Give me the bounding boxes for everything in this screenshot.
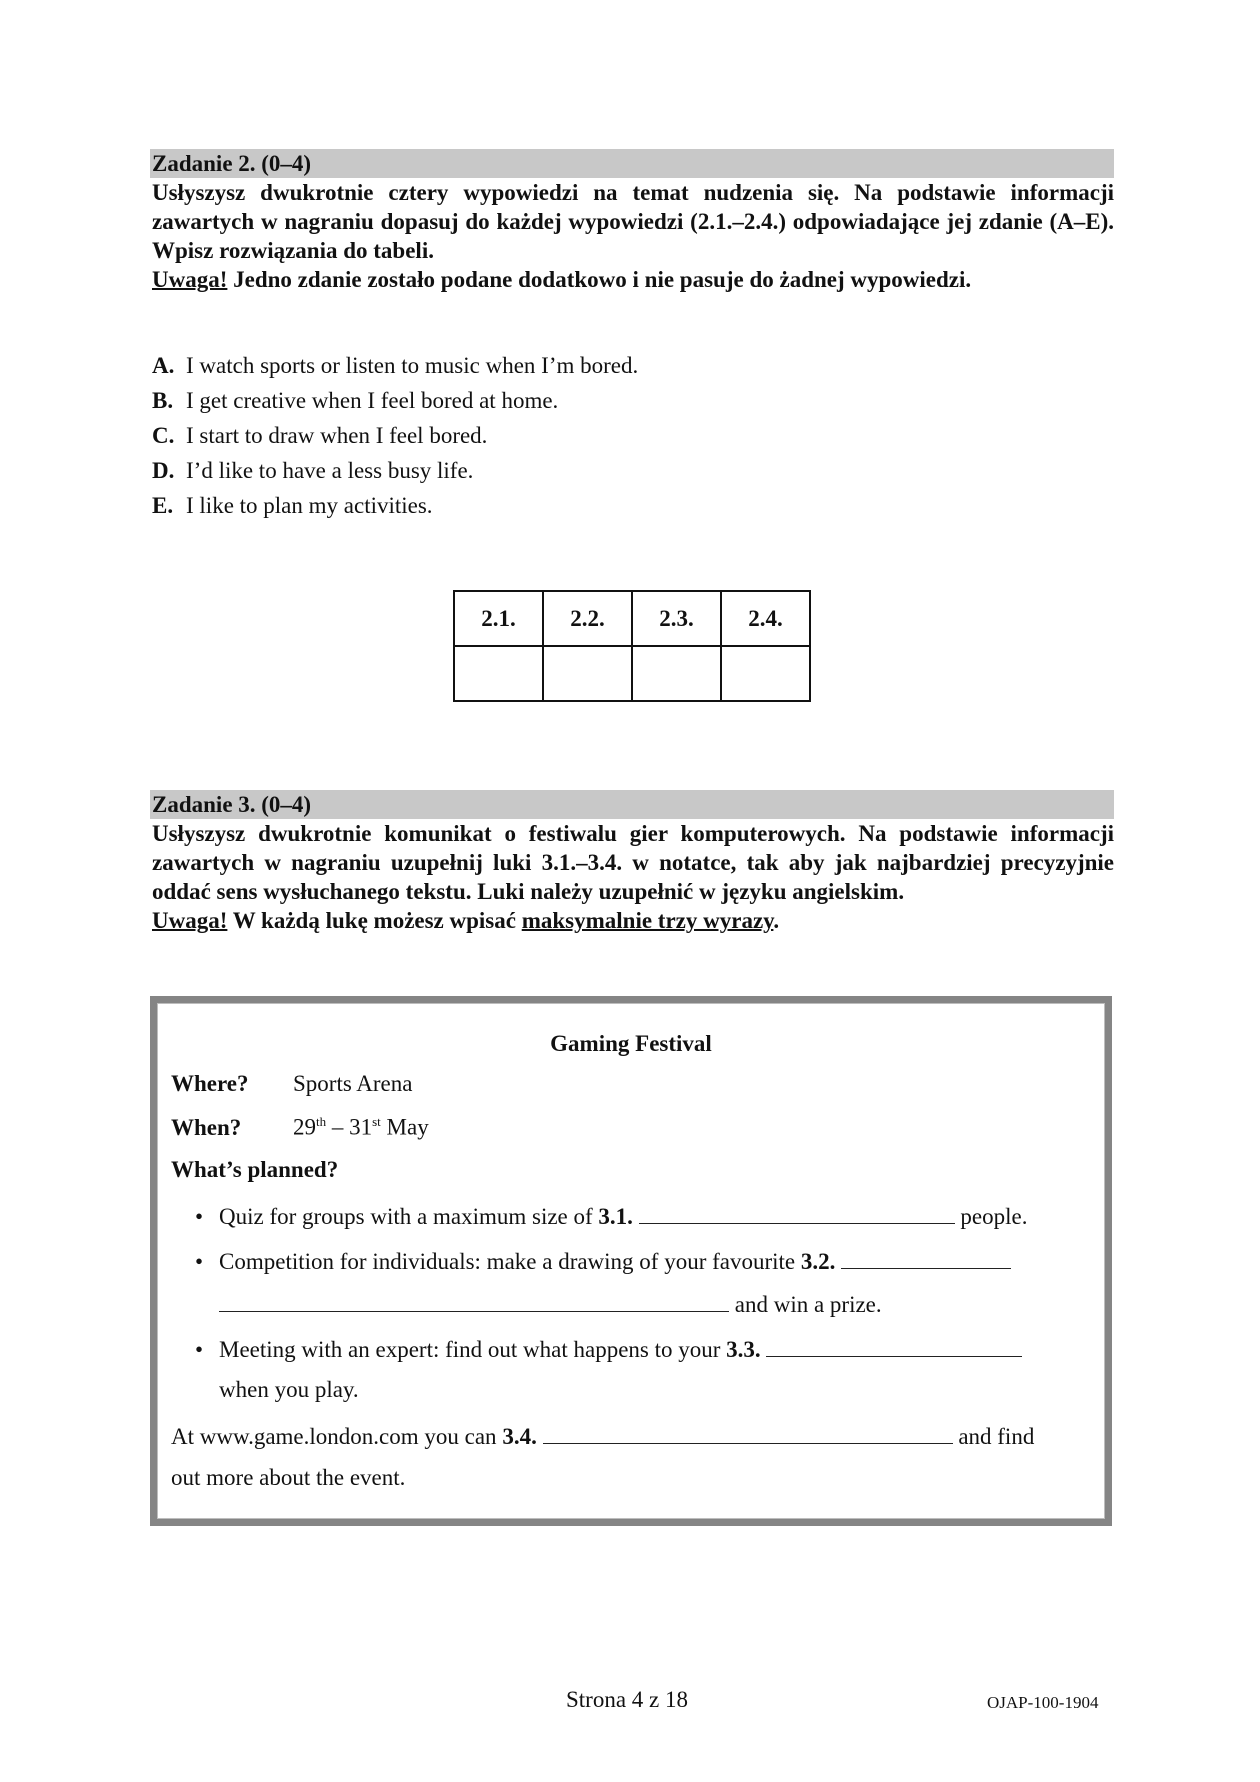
gaming-festival-note-box: [150, 996, 1112, 1526]
planned-label: What’s planned?: [171, 1157, 339, 1182]
option-letter: A.: [152, 353, 175, 378]
gap-3-2-input[interactable]: [841, 1246, 1011, 1269]
option-text: I’d like to have a less busy life.: [186, 458, 474, 483]
task3-note-text: W każdą lukę możesz wpisać: [227, 908, 522, 933]
task2-header: Zadanie 2. (0–4): [150, 149, 1114, 178]
gap-label-3-2: 3.2.: [800, 1249, 836, 1274]
answer-header-2-2: 2.2.: [543, 591, 632, 646]
bullet-quiz: [195, 1201, 1027, 1230]
answer-header-2-1: 2.1.: [454, 591, 543, 646]
answer-header-2-4: 2.4.: [721, 591, 810, 646]
task2-instructions-text: Usłyszysz dwukrotnie cztery wypowiedzi na temat nudzenia się. Na podstawie informacji zawartych w nagraniu dopasuj do każdej wypowiedzi (2.1.–2.4.) odpowiadające jej zdanie (A–E). Wpisz rozwiązania do tabeli.: [152, 180, 1114, 263]
option-letter: B.: [152, 388, 174, 413]
task2-options-list: [150, 348, 1114, 523]
task3-instructions-text: Usłyszysz dwukrotnie komunikat o festiwalu gier komputerowych. Na podstawie informacji zawartych w nagraniu uzupełnij luki 3.1.–3.4. w notatce, tak aby jak najbardziej precyzyjnie oddać sens wysłuchanego tekstu. Luki należy uzupełnić w języku angielskim.: [152, 821, 1114, 904]
bullet-text-after: people.: [954, 1204, 1028, 1229]
note-final-line-cont: out more about the event.: [171, 1465, 406, 1490]
gap-label-3-1: 3.1.: [598, 1204, 633, 1229]
where-label: Where?: [171, 1071, 249, 1096]
when-sup2: st: [372, 1114, 381, 1129]
footer-page-number: Strona 4 z 18: [566, 1687, 689, 1712]
option-e: [152, 488, 1114, 523]
gap-3-4-input[interactable]: [543, 1421, 953, 1444]
option-text: I start to draw when I feel bored.: [186, 423, 488, 448]
task3-note: [152, 906, 1114, 935]
answer-cell-2-3[interactable]: [632, 646, 721, 701]
answer-cell-2-2[interactable]: [543, 646, 632, 701]
task2-instructions: [150, 178, 1114, 294]
task3-note-label: Uwaga!: [152, 908, 228, 933]
gap-3-3-input[interactable]: [766, 1334, 1022, 1357]
note-final-line: [171, 1421, 1034, 1450]
bullet-meeting: [195, 1334, 1022, 1363]
bullet-text: Competition for individuals: make a drawing of your favourite: [219, 1249, 801, 1274]
option-d: [152, 453, 1114, 488]
option-b: [152, 383, 1114, 418]
task2-note: [152, 265, 1114, 294]
where-value: Sports Arena: [293, 1071, 413, 1096]
note-title: Gaming Festival: [550, 1031, 712, 1056]
when-sup1: th: [316, 1114, 327, 1129]
note-where-line: [171, 1071, 412, 1097]
answer-cell-2-4[interactable]: [721, 646, 810, 701]
bullet-icon: •: [195, 1337, 204, 1362]
answer-cell-2-1[interactable]: [454, 646, 543, 701]
option-letter: D.: [152, 458, 175, 483]
option-c: [152, 418, 1114, 453]
gap-label-3-3: 3.3.: [726, 1337, 761, 1362]
bullet-competition: [195, 1246, 1011, 1275]
bullet-text: Quiz for groups with a maximum size of: [219, 1204, 599, 1229]
task3-note-emphasis: maksymalnie trzy wyrazy: [521, 908, 774, 933]
footer-exam-code: OJAP-100-1904: [987, 1693, 1099, 1712]
answer-table-answer-row: [454, 646, 810, 701]
when-day1: 29: [293, 1114, 316, 1140]
answer-table-header-row: [454, 591, 810, 646]
final-text: At www.game.london.com you can: [171, 1424, 503, 1449]
bullet-text: Meeting with an expert: find out what happens to your: [219, 1337, 727, 1362]
gap-label-3-4: 3.4.: [502, 1424, 537, 1449]
when-label: When?: [171, 1114, 242, 1140]
task2-note-text: Jedno zdanie zostało podane dodatkowo i nie pasuje do żadnej wypowiedzi.: [227, 267, 972, 292]
note-when-line: [171, 1114, 429, 1141]
answer-header-2-3: 2.3.: [632, 591, 721, 646]
task3-header: Zadanie 3. (0–4): [150, 790, 1114, 819]
option-text: I like to plan my activities.: [186, 493, 433, 518]
gap-3-2-input-cont[interactable]: [219, 1289, 729, 1312]
task2-answer-table: [453, 590, 811, 702]
option-letter: C.: [152, 423, 175, 448]
bullet-icon: •: [195, 1204, 204, 1229]
bullet-competition-cont: [219, 1289, 882, 1318]
option-letter: E.: [152, 493, 174, 518]
when-sep: – 31: [326, 1114, 373, 1140]
bullet-text-after: and win a prize.: [729, 1292, 882, 1317]
gap-3-1-input[interactable]: [639, 1201, 955, 1224]
when-month: May: [380, 1114, 429, 1140]
option-text: I get creative when I feel bored at home.: [186, 388, 559, 413]
task3-section: [150, 790, 1114, 935]
task3-note-end: .: [773, 908, 780, 933]
task3-instructions: [150, 819, 1114, 935]
final-text-after: and find: [952, 1424, 1035, 1449]
option-a: [152, 348, 1114, 383]
page-content: [150, 149, 1114, 1490]
bullet-meeting-cont: when you play.: [219, 1377, 359, 1402]
option-text: I watch sports or listen to music when I’m bored.: [186, 353, 639, 378]
task2-note-label: Uwaga!: [152, 267, 228, 292]
bullet-icon: •: [195, 1249, 204, 1274]
